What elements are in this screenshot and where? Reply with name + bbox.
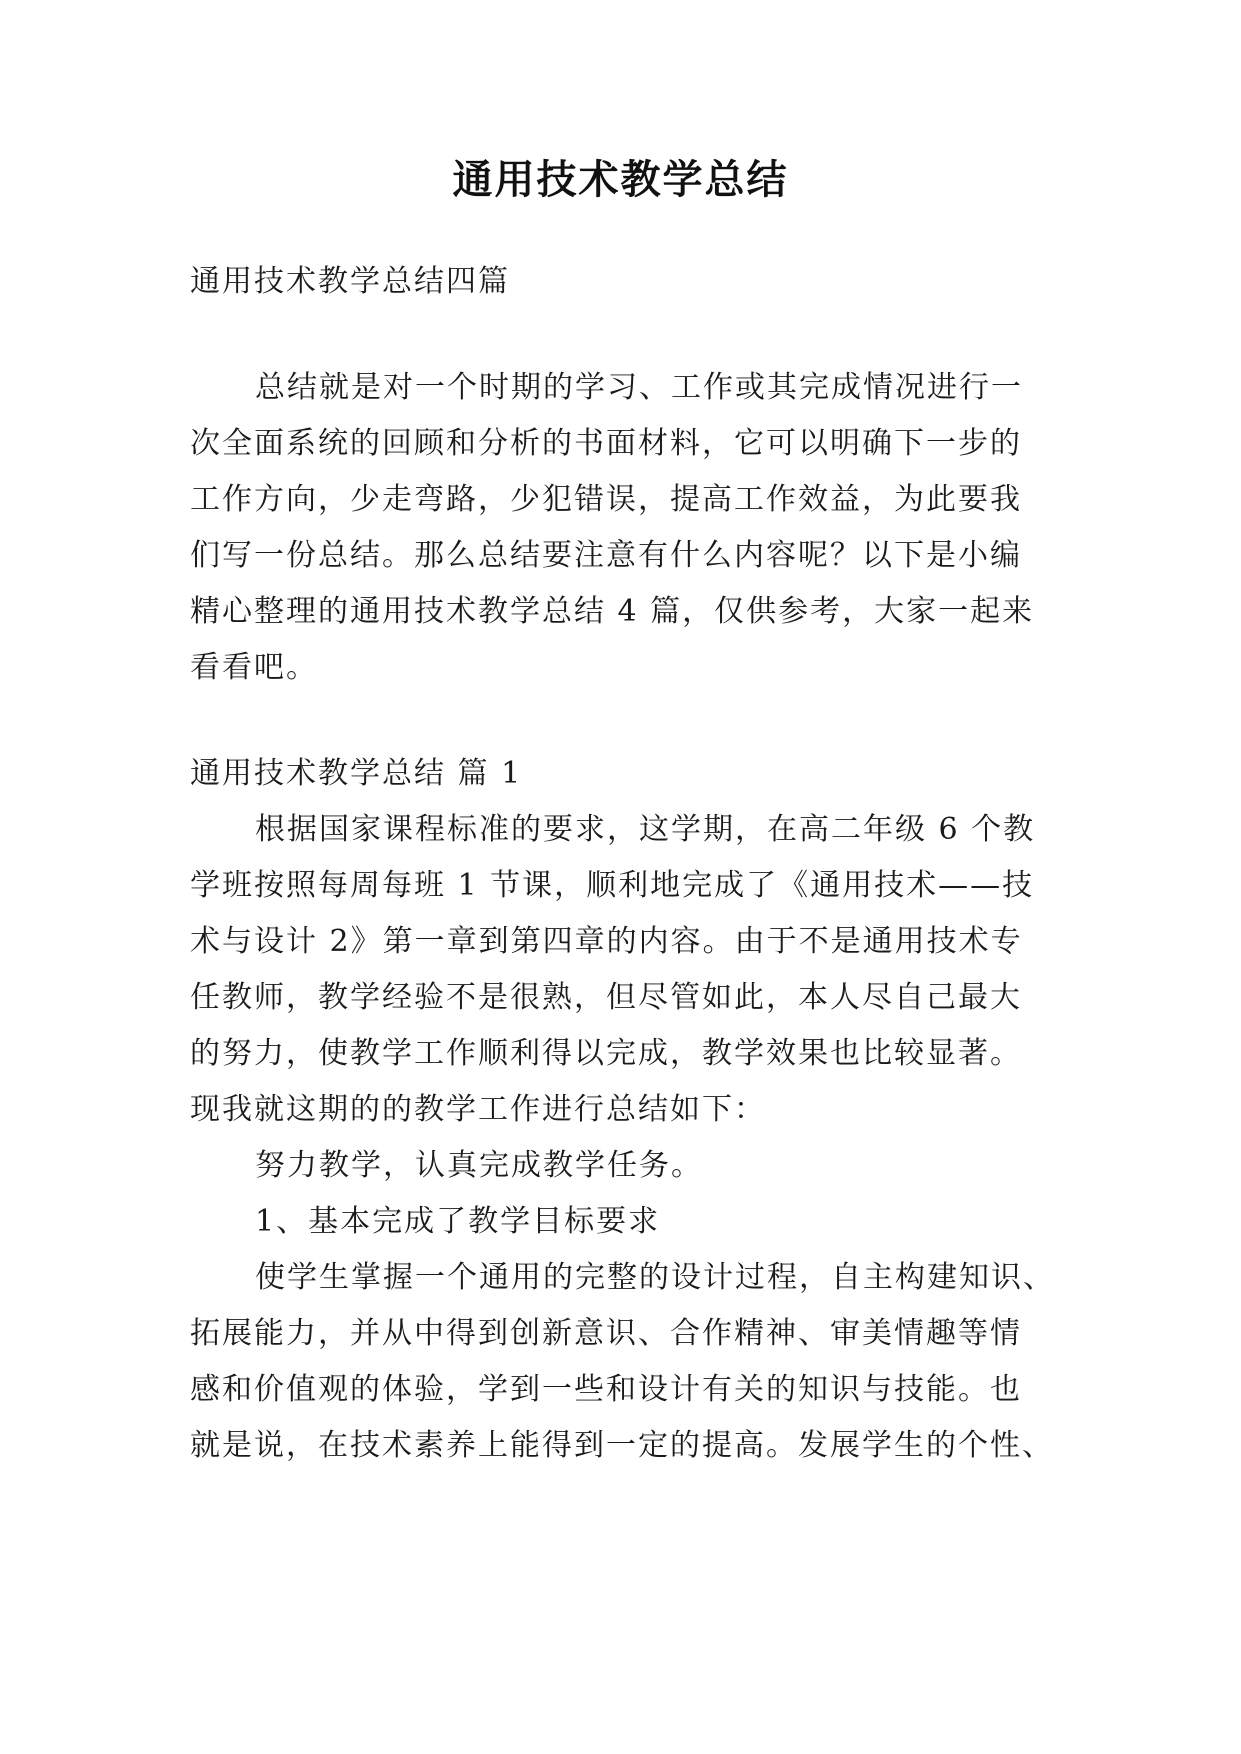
document-subtitle: 通用技术教学总结四篇 bbox=[190, 264, 510, 299]
paragraph-line: 次全面系统的回顾和分析的书面材料，它可以明确下一步的 bbox=[190, 426, 1022, 461]
paragraph-line: 就是说，在技术素养上能得到一定的提高。发展学生的个性、 bbox=[190, 1428, 1054, 1463]
paragraph-line: 精心整理的通用技术教学总结 4 篇，仅供参考，大家一起来 bbox=[190, 594, 1035, 629]
paragraph-line: 使学生掌握一个通用的完整的设计过程，自主构建知识、 bbox=[255, 1260, 1055, 1295]
paragraph-line: 1、基本完成了教学目标要求 bbox=[255, 1204, 661, 1239]
paragraph-line: 根据国家课程标准的要求，这学期，在高二年级 6 个教 bbox=[255, 812, 1036, 847]
paragraph-line: 们写一份总结。那么总结要注意有什么内容呢？以下是小编 bbox=[190, 538, 1022, 573]
paragraph-line: 现我就这期的的教学工作进行总结如下： bbox=[190, 1092, 766, 1127]
paragraph-line: 看看吧。 bbox=[190, 650, 318, 685]
paragraph-line: 拓展能力，并从中得到创新意识、合作精神、审美情趣等情 bbox=[190, 1316, 1022, 1351]
paragraph-line: 总结就是对一个时期的学习、工作或其完成情况进行一 bbox=[255, 370, 1023, 405]
paragraph-line: 的努力，使教学工作顺利得以完成，教学效果也比较显著。 bbox=[190, 1036, 1022, 1071]
paragraph-line: 努力教学，认真完成教学任务。 bbox=[255, 1148, 703, 1183]
paragraph-line: 学班按照每周每班 1 节课，顺利地完成了《通用技术——技 bbox=[190, 868, 1035, 903]
paragraph-line: 感和价值观的体验，学到一些和设计有关的知识与技能。也 bbox=[190, 1372, 1022, 1407]
paragraph-line: 任教师，教学经验不是很熟，但尽管如此，本人尽自己最大 bbox=[190, 980, 1022, 1015]
section-heading: 通用技术教学总结 篇 1 bbox=[190, 756, 523, 791]
paragraph-line: 工作方向，少走弯路，少犯错误，提高工作效益，为此要我 bbox=[190, 482, 1022, 517]
paragraph-line: 术与设计 2》第一章到第四章的内容。由于不是通用技术专 bbox=[190, 924, 1023, 959]
document-title: 通用技术教学总结 bbox=[452, 157, 789, 203]
